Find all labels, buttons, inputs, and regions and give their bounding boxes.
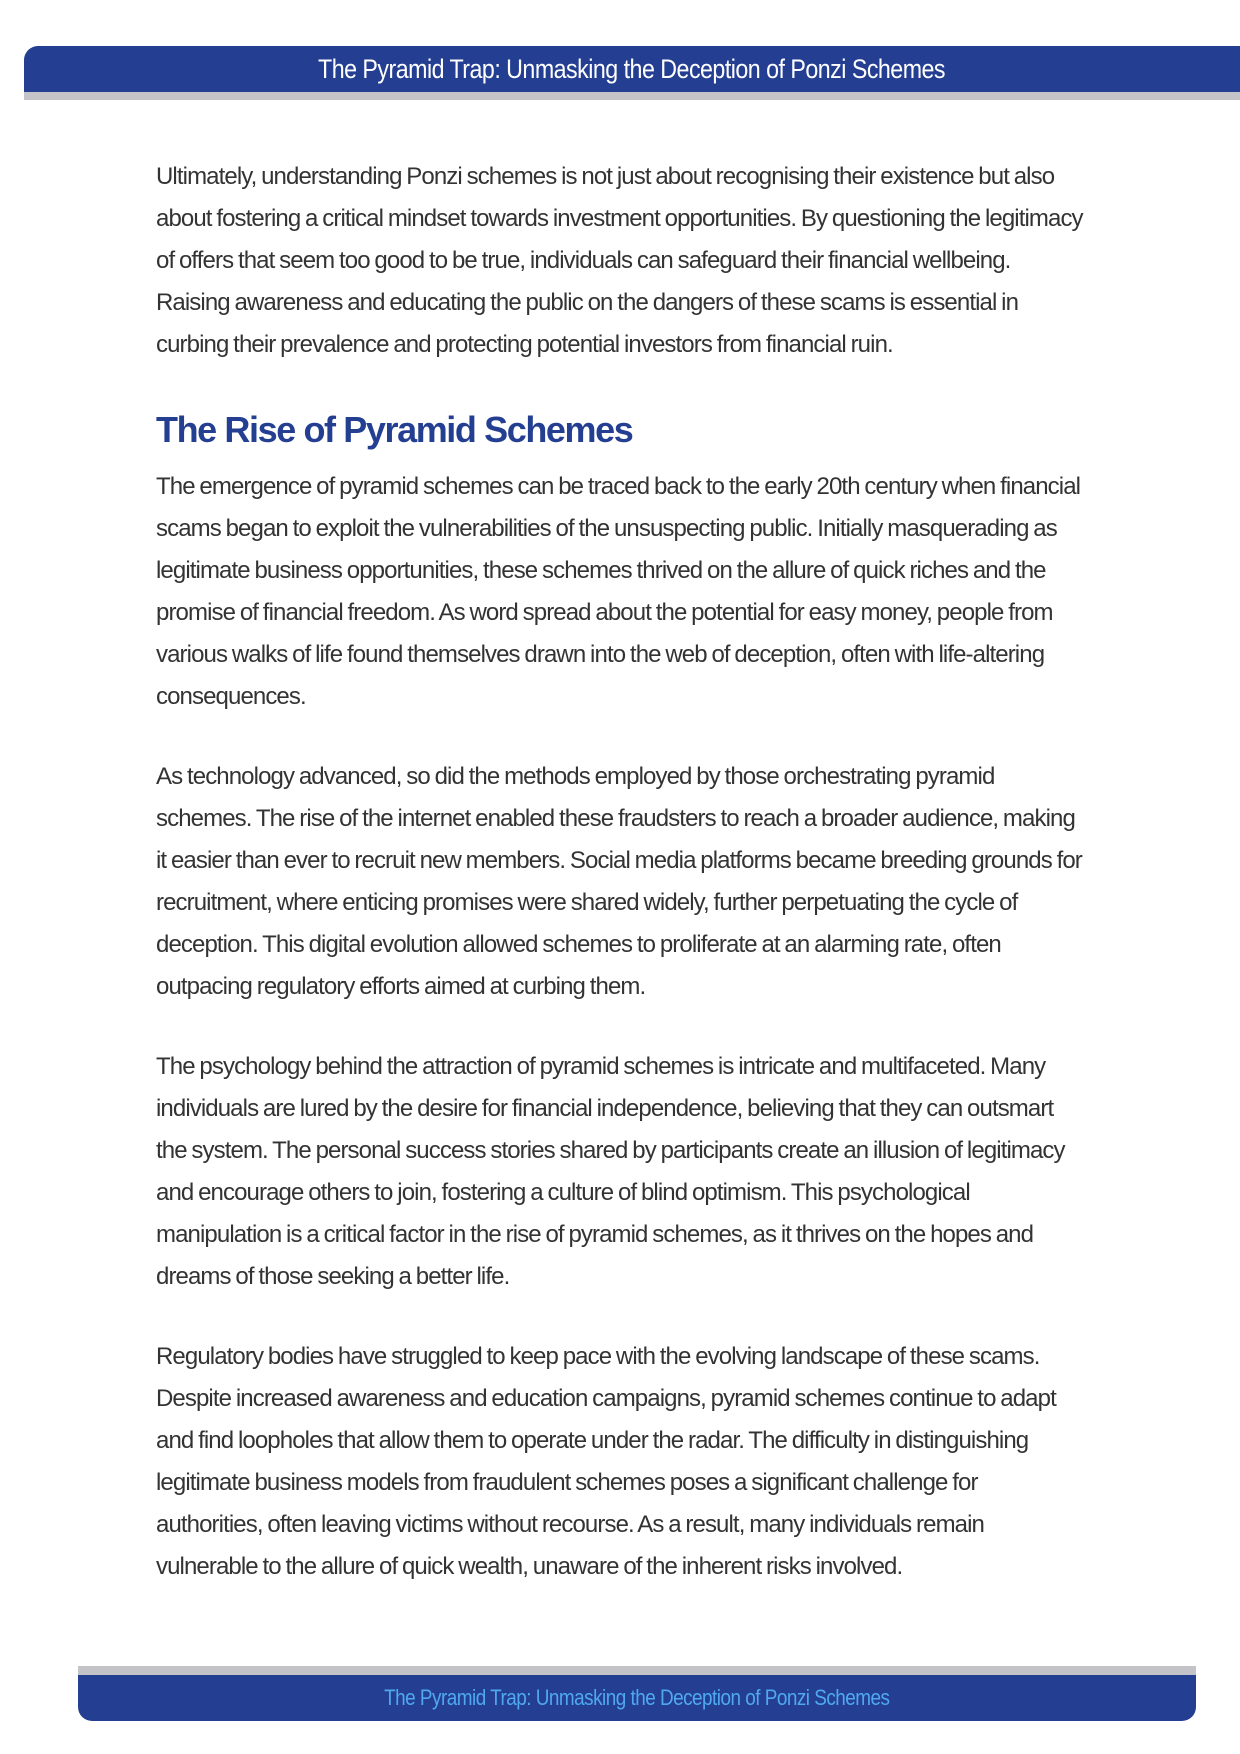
section-heading: The Rise of Pyramid Schemes bbox=[156, 409, 633, 450]
page-header-band bbox=[24, 46, 1240, 92]
body-paragraph-3: The psychology behind the attraction of pyramid schemes is intricate and multifaceted. Many individuals are lured by the desire for financial independence, believing that they can outsmart the system. The personal success stories shared by participants create an illusion of legitimacy and encourage others to join, fostering a culture of blind optimism. This psychological manipulation is a critical factor in the rise of pyramid schemes, as it thrives on the hopes and dreams of those seeking a better life. bbox=[156, 1053, 1065, 1290]
header-divider bbox=[24, 92, 1240, 100]
page-footer-band bbox=[78, 1675, 1196, 1721]
intro-paragraph: Ultimately, understanding Ponzi schemes is not just about recognising their existence but also about fostering a critical mindset towards investment opportunities. By questioning the legitimacy of offers that seem too good to be true, individuals can safeguard their financial wellbeing. Raising awareness and educating the public on the dangers of these scams is essential in curbing their prevalence and protecting potential investors from financial ruin. bbox=[156, 163, 1083, 358]
page-body bbox=[156, 156, 1086, 1588]
body-paragraph-4: Regulatory bodies have struggled to keep pace with the evolving landscape of these scams. Despite increased awareness and education campaigns, pyramid schemes continue to adapt and find loopholes that allow them to operate under the radar. The difficulty in distinguishing legitimate business models from fraudulent schemes poses a significant challenge for authorities, often leaving victims without recourse. As a result, many individuals remain vulnerable to the allure of quick wealth, unaware of the inherent risks involved. bbox=[156, 1343, 1056, 1580]
footer-divider bbox=[78, 1666, 1196, 1675]
running-footer-title: The Pyramid Trap: Unmasking the Deception of Ponzi Schemes bbox=[384, 1685, 890, 1710]
body-paragraph-2: As technology advanced, so did the methods employed by those orchestrating pyramid schemes. The rise of the internet enabled these fraudsters to reach a broader audience, making it easier than ever to recruit new members. Social media platforms became breeding grounds for recruitment, where enticing promises were shared widely, further perpetuating the cycle of deception. This digital evolution allowed schemes to proliferate at an alarming rate, often outpacing regulatory efforts aimed at curbing them. bbox=[156, 763, 1082, 1000]
running-header-title: The Pyramid Trap: Unmasking the Deception of Ponzi Schemes bbox=[318, 53, 946, 84]
body-paragraph-1: The emergence of pyramid schemes can be traced back to the early 20th century when financial scams began to exploit the vulnerabilities of the unsuspecting public. Initially masquerading as legitimate business opportunities, these schemes thrived on the allure of quick riches and the promise of financial freedom. As word spread about the potential for easy money, people from various walks of life found themselves drawn into the web of deception, often with life-altering consequences. bbox=[156, 473, 1081, 710]
